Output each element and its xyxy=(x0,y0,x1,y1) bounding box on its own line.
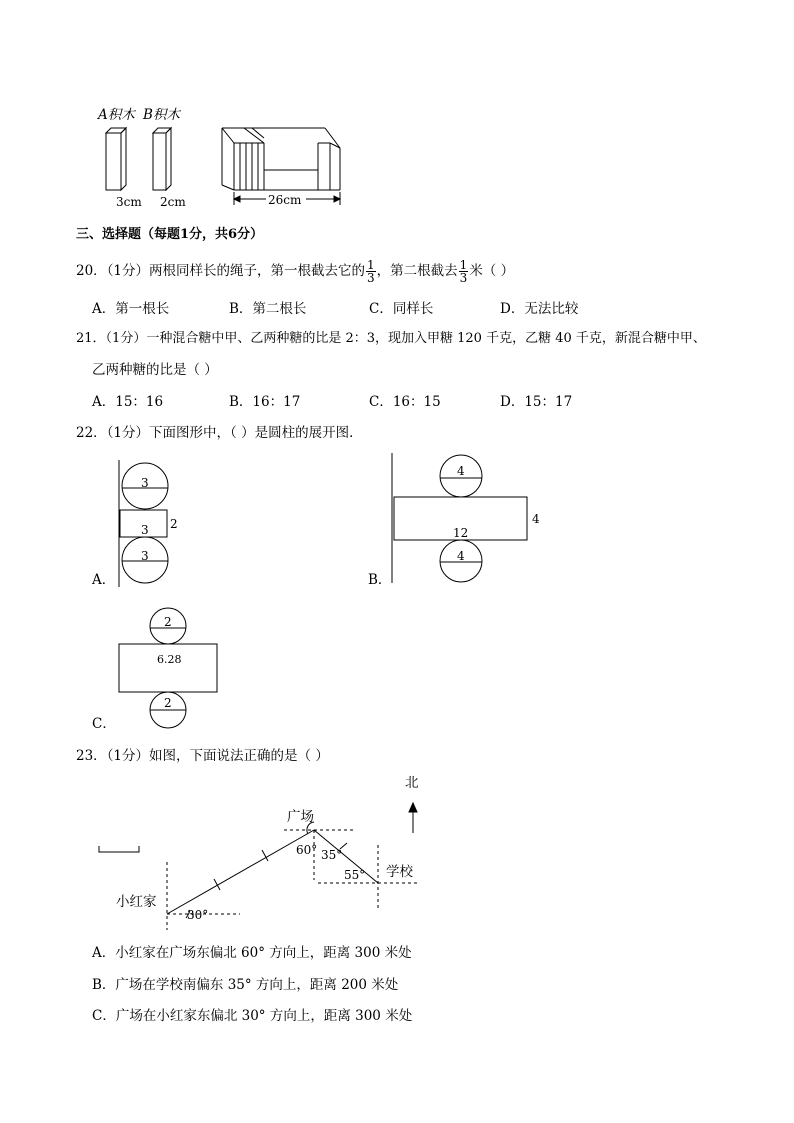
q22-a-rect-label: 3 xyxy=(141,523,149,537)
q22-b-rect-side-label: 4 xyxy=(532,512,540,526)
q22-b-circle-top-label: 4 xyxy=(457,464,465,478)
dim-block-a: 3cm xyxy=(116,195,142,209)
dim-total: 26cm xyxy=(268,193,302,207)
q22-option-b[interactable]: B． xyxy=(368,572,392,588)
q20-text-1: 两根同样长的绳子，第一根截去它的 xyxy=(149,263,366,279)
q20-text-2: ，第二根截去 xyxy=(376,263,458,279)
q20-number: 20． xyxy=(76,263,107,279)
q20-option-b[interactable]: B．第二根长 xyxy=(229,301,307,317)
q21-option-c[interactable]: C．16：15 xyxy=(369,394,441,410)
q23-option-b[interactable]: B．广场在学校南偏东 35° 方向上，距离 200 米处 xyxy=(92,977,399,993)
q20-text-3: 米（ ） xyxy=(469,263,515,279)
q21-option-d[interactable]: D．15：17 xyxy=(500,394,573,410)
q23-score: （1分） xyxy=(106,748,150,764)
q21-text-line2: 乙两种糖的比是（ ） xyxy=(92,362,218,378)
q22-number: 22． xyxy=(76,425,107,441)
scale-bar xyxy=(99,846,139,852)
section-title: 三、选择题（每题1分，共6分） xyxy=(76,227,264,242)
q23-option-c[interactable]: C．广场在小红家东偏北 30° 方向上，距离 300 米处 xyxy=(92,1008,413,1024)
q22-option-a[interactable]: A． xyxy=(92,572,116,588)
q20-fraction-1: $\frac{1}{3}$ xyxy=(367,258,375,285)
q20-fraction-2: $\frac{1}{3}$ xyxy=(459,258,468,285)
q20-score: （1分） xyxy=(106,263,150,279)
q22-b-circle-bottom-label: 4 xyxy=(457,549,465,563)
q23-option-a[interactable]: A．小红家在广场东偏北 60° 方向上，距离 300 米处 xyxy=(92,945,412,961)
q22-c-rect-label: 6.28 xyxy=(157,653,182,666)
q22-option-c[interactable]: C． xyxy=(92,716,116,732)
q22-score: （1分） xyxy=(106,425,150,441)
q22-b-rect-label: 12 xyxy=(453,526,469,540)
q22-a-rect-side-label: 2 xyxy=(170,517,178,531)
map-angle-55: 55° xyxy=(344,868,366,882)
q20-option-d[interactable]: D．无法比较 xyxy=(500,301,579,317)
q20-option-a[interactable]: A．第一根长 xyxy=(92,301,170,317)
q22-c-circle-bottom-label: 2 xyxy=(164,696,172,710)
q21-option-b[interactable]: B．16：17 xyxy=(229,394,301,410)
q23-text: 如图，下面说法正确的是（ ） xyxy=(149,748,329,764)
q23-number: 23． xyxy=(76,748,107,764)
q21-number: 21． xyxy=(76,331,106,346)
map-school-label: 学校 xyxy=(386,864,413,880)
q20-option-c[interactable]: C．同样长 xyxy=(369,301,434,317)
q22-text: 下面图形中，（ ）是圆柱的展开图． xyxy=(149,425,363,441)
map-square-label: 广场 xyxy=(287,809,314,825)
path-home-square xyxy=(167,830,314,914)
q21-score: （1分） xyxy=(105,331,147,346)
q22-c-circle-top-label: 2 xyxy=(164,615,172,629)
map-angle-35: 35° xyxy=(321,848,343,862)
q21-text-line1: 一种混合糖中甲、乙两种糖的比是 2：3，现加入甲糖 120 千克，乙糖 40 千克，新混合糖中甲、 xyxy=(146,331,706,346)
map-home-label: 小红家 xyxy=(116,894,157,910)
map-angle-30: 30° xyxy=(187,908,209,922)
dim-block-b: 2cm xyxy=(160,195,186,209)
q22-a-circle-bottom-label: 3 xyxy=(141,549,149,563)
label-block-a: A积木 xyxy=(98,107,135,123)
map-angle-60: 60° xyxy=(296,843,318,857)
q21-option-a[interactable]: A．15：16 xyxy=(92,394,164,410)
label-block-b: B积木 xyxy=(143,107,180,123)
map-north-label: 北 xyxy=(405,775,419,791)
q22-a-circle-top-label: 3 xyxy=(141,476,149,490)
